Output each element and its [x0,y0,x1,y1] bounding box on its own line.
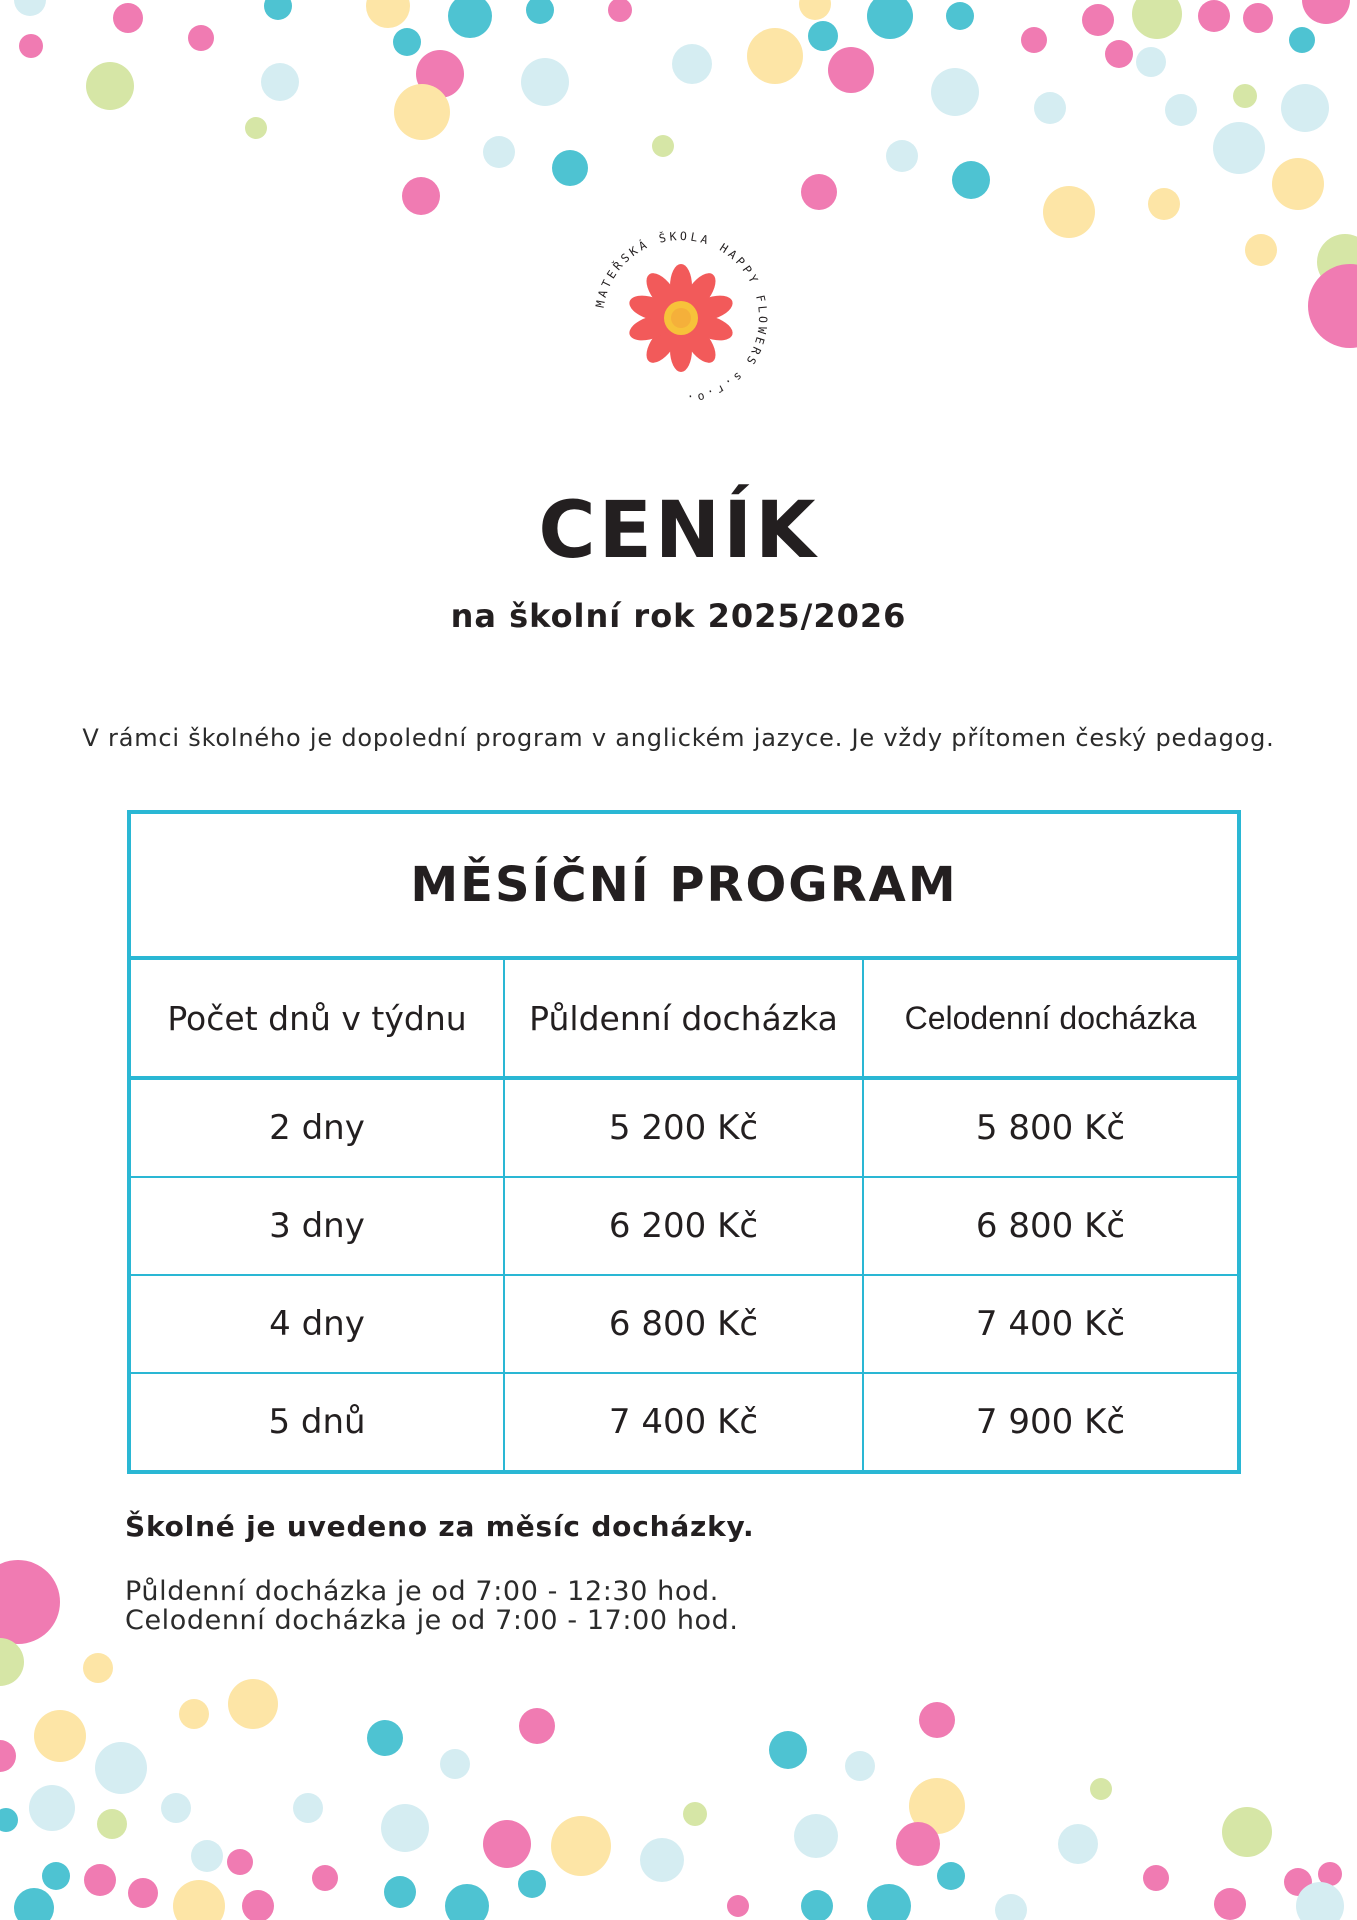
confetti-dot [264,0,292,20]
half-day-hours-note: Půldenní docházka je od 7:00 - 12:30 hod. [125,1576,719,1607]
confetti-dot [727,1895,749,1917]
confetti-dot [1136,47,1166,77]
confetti-dot [1105,40,1133,68]
confetti-dot [552,150,588,186]
confetti-dot [1272,158,1324,210]
confetti-dot [1245,234,1277,266]
confetti-dot [19,34,43,58]
table-row [131,1276,1237,1374]
confetti-dot [937,1862,965,1890]
confetti-dot [312,1865,338,1891]
table-cell-full-day-price: 7 400 Kč [975,1304,1126,1344]
table-cell-days: 2 dny [131,1080,505,1176]
confetti-dot [440,1749,470,1779]
confetti-dot [672,44,712,84]
confetti-dot [227,1849,253,1875]
table-cell-days: 3 dny [131,1178,505,1274]
confetti-dot [867,1884,911,1920]
confetti-dot [367,1720,403,1756]
table-row [131,1374,1237,1470]
confetti-dot [1021,27,1047,53]
confetti-dot [1132,0,1182,39]
table-header-row [131,960,1237,1080]
confetti-dot [845,1751,875,1781]
confetti-dot [483,1820,531,1868]
fee-note: Školné je uvedeno za měsíc docházky. [125,1510,755,1543]
confetti-dot [1198,0,1230,32]
table-cell-days: 5 dnů [131,1374,505,1470]
confetti-dot [128,1878,158,1908]
confetti-dot [769,1731,807,1769]
confetti-dot [519,1708,555,1744]
table-cell-half-day-price: 5 200 Kč [505,1080,864,1176]
confetti-dot [919,1702,955,1738]
confetti-dot [652,135,674,157]
confetti-dot [95,1742,147,1794]
confetti-dot [794,1814,838,1858]
confetti-dot [1165,94,1197,126]
confetti-dot [1214,1888,1246,1920]
page-subtitle: na školní rok 2025/2026 [450,597,907,635]
confetti-dot [14,0,46,16]
confetti-dot [1281,84,1329,132]
full-day-hours-note: Celodenní docházka je od 7:00 - 17:00 hod. [125,1605,739,1636]
table-title: MĚSÍČNÍ PROGRAM [131,814,1237,960]
confetti-dot [747,28,803,84]
confetti-dot [1043,186,1095,238]
confetti-dot [188,25,214,51]
confetti-dot [161,1793,191,1823]
confetti-dot [228,1679,278,1729]
table-cell-half-day-price: 7 400 Kč [505,1374,864,1470]
confetti-dot [526,0,554,24]
confetti-dot [1213,122,1265,174]
table-cell-full-day-price: 6 800 Kč [975,1206,1126,1246]
confetti-dot [1148,188,1180,220]
table-row [131,1080,1237,1178]
confetti-dot [1082,4,1114,36]
confetti-dot [896,1822,940,1866]
confetti-dot [1243,3,1273,33]
table-row [131,1178,1237,1276]
confetti-dot [683,1802,707,1826]
confetti-dot [867,0,913,39]
confetti-dot [828,47,874,93]
page-title: CENÍK [538,486,819,576]
confetti-dot [393,28,421,56]
confetti-dot [29,1785,75,1831]
confetti-dot [551,1816,611,1876]
confetti-dot [640,1838,684,1882]
confetti-dot [97,1809,127,1839]
column-header-days: Počet dnů v týdnu [131,960,505,1076]
confetti-dot [445,1884,489,1920]
confetti-dot [242,1890,274,1920]
confetti-dot [34,1710,86,1762]
confetti-dot [931,68,979,116]
confetti-dot [293,1793,323,1823]
confetti-dot [995,1894,1027,1920]
confetti-dot [86,62,134,110]
confetti-dot [366,0,410,28]
column-header-full-day: Celodenní docházka [904,999,1197,1036]
confetti-dot [1222,1807,1272,1857]
table-cell-full-day-price: 7 900 Kč [975,1402,1126,1442]
confetti-dot [608,0,632,22]
confetti-dot [1302,0,1350,24]
confetti-dot [402,177,440,215]
confetti-dot [0,1638,24,1686]
confetti-dot [394,84,450,140]
confetti-dot [173,1880,225,1920]
confetti-dot [518,1870,546,1898]
logo-ring-text: MATEŘSKÁ ŠKOLA HAPPY FLOWERS s.r.o. [592,228,771,408]
confetti-dot [801,1890,833,1920]
confetti-dot [0,1560,60,1644]
confetti-dot [84,1864,116,1896]
confetti-dot [886,140,918,172]
confetti-dot [261,63,299,101]
confetti-dot [245,117,267,139]
confetti-dot [1090,1778,1112,1800]
column-header-half-day: Půldenní docházka [505,960,864,1076]
confetti-dot [801,174,837,210]
confetti-dot [952,161,990,199]
confetti-dot [1233,84,1257,108]
confetti-dot [483,136,515,168]
table-cell-days: 4 dny [131,1276,505,1372]
confetti-dot [1034,92,1066,124]
confetti-dot [1289,27,1315,53]
intro-text: V rámci školného je dopolední program v anglickém jazyce. Je vždy přítomen český pedagog. [82,724,1275,752]
confetti-dot [381,1804,429,1852]
table-cell-half-day-price: 6 800 Kč [505,1276,864,1372]
confetti-dot [1143,1865,1169,1891]
confetti-dot [521,58,569,106]
confetti-dot [0,1740,16,1772]
price-table [127,810,1241,1474]
table-cell-half-day-price: 6 200 Kč [505,1178,864,1274]
table-cell-full-day-price: 5 800 Kč [975,1108,1126,1148]
confetti-dot [179,1699,209,1729]
confetti-dot [113,3,143,33]
confetti-dot [1058,1824,1098,1864]
confetti-dot [384,1876,416,1908]
confetti-dot [42,1862,70,1890]
flower-center-inner [671,308,691,328]
confetti-dot [799,0,831,20]
confetti-dot [1308,264,1357,348]
confetti-dot [808,21,838,51]
flower-logo [587,224,775,412]
confetti-dot [83,1653,113,1683]
confetti-dot [946,2,974,30]
confetti-dot [191,1840,223,1872]
confetti-dot [448,0,492,38]
confetti-dot [14,1888,54,1920]
confetti-dot [0,1808,18,1832]
